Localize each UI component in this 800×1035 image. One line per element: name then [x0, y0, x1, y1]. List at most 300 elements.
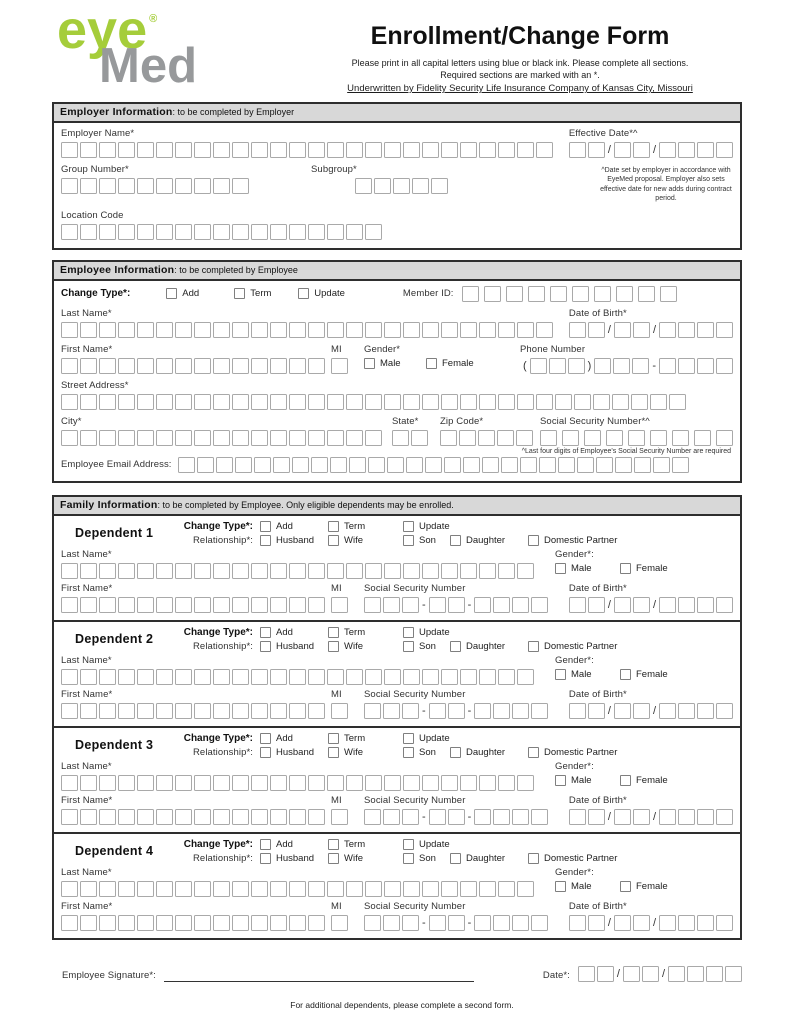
char-box[interactable]	[156, 358, 173, 374]
female-checkbox[interactable]	[620, 669, 631, 680]
char-box[interactable]	[668, 966, 685, 982]
char-box[interactable]	[270, 669, 287, 685]
term-checkbox[interactable]	[328, 627, 339, 638]
char-box[interactable]	[614, 809, 631, 825]
char-box[interactable]	[99, 563, 116, 579]
char-box[interactable]	[175, 703, 192, 719]
char-box[interactable]	[422, 394, 439, 410]
char-box[interactable]	[460, 775, 477, 791]
char-box[interactable]	[568, 358, 585, 374]
char-box[interactable]	[61, 358, 78, 374]
char-box[interactable]	[588, 915, 605, 931]
char-box[interactable]	[653, 457, 670, 473]
char-box[interactable]	[536, 394, 553, 410]
son-checkbox[interactable]	[403, 747, 414, 758]
char-box[interactable]	[365, 669, 382, 685]
female-checkbox[interactable]	[620, 563, 631, 574]
char-box[interactable]	[346, 142, 363, 158]
char-box[interactable]	[99, 597, 116, 613]
char-box[interactable]	[61, 915, 78, 931]
char-box[interactable]	[346, 669, 363, 685]
char-box[interactable]	[270, 881, 287, 897]
char-box[interactable]	[412, 178, 429, 194]
char-box[interactable]	[633, 142, 650, 158]
wife-checkbox[interactable]	[328, 641, 339, 652]
char-box[interactable]	[99, 703, 116, 719]
char-box[interactable]	[232, 775, 249, 791]
char-box[interactable]	[156, 915, 173, 931]
dep-relationship-wife-option[interactable]	[328, 535, 403, 546]
char-box[interactable]	[61, 178, 78, 194]
gender-male-option[interactable]	[364, 358, 426, 369]
char-box[interactable]	[194, 394, 211, 410]
char-box[interactable]	[517, 669, 534, 685]
update-checkbox[interactable]	[403, 521, 414, 532]
female-checkbox[interactable]	[620, 881, 631, 892]
char-box[interactable]	[118, 775, 135, 791]
char-box[interactable]	[308, 394, 325, 410]
char-box[interactable]	[80, 669, 97, 685]
char-box[interactable]	[403, 563, 420, 579]
char-box[interactable]	[327, 430, 344, 446]
char-box[interactable]	[194, 430, 211, 446]
char-box[interactable]	[623, 966, 640, 982]
char-box[interactable]	[678, 809, 695, 825]
char-box[interactable]	[251, 809, 268, 825]
char-box[interactable]	[137, 703, 154, 719]
char-box[interactable]	[364, 597, 381, 613]
update-checkbox[interactable]	[403, 839, 414, 850]
husband-checkbox[interactable]	[260, 747, 271, 758]
domestic-partner-checkbox[interactable]	[528, 641, 539, 652]
char-box[interactable]	[289, 322, 306, 338]
char-box[interactable]	[80, 563, 97, 579]
char-box[interactable]	[498, 563, 515, 579]
char-box[interactable]	[232, 669, 249, 685]
char-box[interactable]	[308, 809, 325, 825]
char-box[interactable]	[327, 881, 344, 897]
char-box[interactable]	[156, 597, 173, 613]
char-box[interactable]	[213, 178, 230, 194]
char-box[interactable]	[506, 286, 523, 302]
char-box[interactable]	[365, 563, 382, 579]
dep-relationship-daughter-option[interactable]	[450, 747, 528, 758]
char-box[interactable]	[403, 394, 420, 410]
dep-gender-female-option[interactable]	[620, 669, 668, 680]
char-box[interactable]	[528, 286, 545, 302]
char-box[interactable]	[497, 430, 514, 446]
char-box[interactable]	[659, 915, 676, 931]
char-box[interactable]	[594, 286, 611, 302]
char-box[interactable]	[569, 915, 586, 931]
char-box[interactable]	[61, 563, 78, 579]
char-box[interactable]	[61, 597, 78, 613]
char-box[interactable]	[308, 881, 325, 897]
update-checkbox[interactable]	[403, 733, 414, 744]
char-box[interactable]	[493, 597, 510, 613]
char-box[interactable]	[156, 809, 173, 825]
char-box[interactable]	[251, 224, 268, 240]
char-box[interactable]	[308, 358, 325, 374]
domestic-partner-checkbox[interactable]	[528, 535, 539, 546]
char-box[interactable]	[444, 457, 461, 473]
char-box[interactable]	[594, 358, 611, 374]
char-box[interactable]	[175, 358, 192, 374]
char-box[interactable]	[633, 915, 650, 931]
char-box[interactable]	[194, 563, 211, 579]
char-box[interactable]	[403, 881, 420, 897]
char-box[interactable]	[251, 563, 268, 579]
char-box[interactable]	[61, 703, 78, 719]
char-box[interactable]	[327, 224, 344, 240]
dep-relationship-daughter-option[interactable]	[450, 853, 528, 864]
char-box[interactable]	[99, 142, 116, 158]
char-box[interactable]	[422, 322, 439, 338]
char-box[interactable]	[479, 394, 496, 410]
char-box[interactable]	[251, 358, 268, 374]
char-box[interactable]	[331, 809, 348, 825]
char-box[interactable]	[80, 178, 97, 194]
daughter-checkbox[interactable]	[450, 853, 461, 864]
char-box[interactable]	[273, 457, 290, 473]
char-box[interactable]	[80, 775, 97, 791]
signature-line[interactable]	[164, 969, 474, 982]
char-box[interactable]	[251, 915, 268, 931]
char-box[interactable]	[460, 563, 477, 579]
char-box[interactable]	[613, 358, 630, 374]
char-box[interactable]	[460, 669, 477, 685]
husband-checkbox[interactable]	[260, 853, 271, 864]
char-box[interactable]	[614, 915, 631, 931]
char-box[interactable]	[289, 430, 306, 446]
char-box[interactable]	[235, 457, 252, 473]
char-box[interactable]	[383, 597, 400, 613]
dep-gender-female-option[interactable]	[620, 775, 668, 786]
char-box[interactable]	[175, 915, 192, 931]
dep-change-update-option[interactable]	[403, 521, 450, 532]
char-box[interactable]	[194, 178, 211, 194]
char-box[interactable]	[251, 394, 268, 410]
char-box[interactable]	[80, 430, 97, 446]
daughter-checkbox[interactable]	[450, 747, 461, 758]
char-box[interactable]	[327, 394, 344, 410]
char-box[interactable]	[448, 703, 465, 719]
char-box[interactable]	[80, 394, 97, 410]
char-box[interactable]	[479, 142, 496, 158]
char-box[interactable]	[659, 809, 676, 825]
char-box[interactable]	[448, 597, 465, 613]
char-box[interactable]	[706, 966, 723, 982]
char-box[interactable]	[213, 563, 230, 579]
dep-gender-female-option[interactable]	[620, 881, 668, 892]
char-box[interactable]	[384, 322, 401, 338]
char-box[interactable]	[270, 394, 287, 410]
char-box[interactable]	[463, 457, 480, 473]
char-box[interactable]	[156, 775, 173, 791]
char-box[interactable]	[270, 563, 287, 579]
char-box[interactable]	[672, 430, 689, 446]
char-box[interactable]	[137, 915, 154, 931]
char-box[interactable]	[697, 703, 714, 719]
char-box[interactable]	[61, 142, 78, 158]
char-box[interactable]	[479, 563, 496, 579]
char-box[interactable]	[137, 224, 154, 240]
char-box[interactable]	[365, 394, 382, 410]
char-box[interactable]	[517, 563, 534, 579]
male-checkbox[interactable]	[555, 775, 566, 786]
char-box[interactable]	[232, 597, 249, 613]
char-box[interactable]	[270, 224, 287, 240]
change-type-update-option[interactable]	[298, 288, 345, 299]
add-checkbox[interactable]	[166, 288, 177, 299]
char-box[interactable]	[118, 881, 135, 897]
char-box[interactable]	[383, 809, 400, 825]
char-box[interactable]	[448, 915, 465, 931]
char-box[interactable]	[251, 597, 268, 613]
dep-change-add-option[interactable]	[260, 521, 328, 532]
char-box[interactable]	[251, 142, 268, 158]
char-box[interactable]	[289, 669, 306, 685]
char-box[interactable]	[232, 430, 249, 446]
add-checkbox[interactable]	[260, 521, 271, 532]
char-box[interactable]	[99, 915, 116, 931]
char-box[interactable]	[308, 915, 325, 931]
char-box[interactable]	[137, 142, 154, 158]
char-box[interactable]	[175, 881, 192, 897]
male-checkbox[interactable]	[555, 563, 566, 574]
char-box[interactable]	[118, 224, 135, 240]
char-box[interactable]	[479, 881, 496, 897]
husband-checkbox[interactable]	[260, 535, 271, 546]
char-box[interactable]	[175, 178, 192, 194]
char-box[interactable]	[555, 394, 572, 410]
char-box[interactable]	[175, 563, 192, 579]
char-box[interactable]	[614, 703, 631, 719]
char-box[interactable]	[597, 966, 614, 982]
char-box[interactable]	[474, 809, 491, 825]
char-box[interactable]	[308, 430, 325, 446]
dep-relationship-son-option[interactable]	[403, 535, 450, 546]
char-box[interactable]	[251, 430, 268, 446]
son-checkbox[interactable]	[403, 853, 414, 864]
change-type-term-option[interactable]	[234, 288, 298, 299]
char-box[interactable]	[365, 430, 382, 446]
char-box[interactable]	[694, 430, 711, 446]
char-box[interactable]	[632, 358, 649, 374]
char-box[interactable]	[80, 322, 97, 338]
char-box[interactable]	[61, 881, 78, 897]
char-box[interactable]	[384, 142, 401, 158]
char-box[interactable]	[425, 457, 442, 473]
char-box[interactable]	[536, 142, 553, 158]
char-box[interactable]	[327, 142, 344, 158]
char-box[interactable]	[61, 394, 78, 410]
char-box[interactable]	[118, 809, 135, 825]
char-box[interactable]	[137, 178, 154, 194]
male-checkbox[interactable]	[364, 358, 375, 369]
char-box[interactable]	[549, 358, 566, 374]
char-box[interactable]	[289, 563, 306, 579]
char-box[interactable]	[588, 597, 605, 613]
char-box[interactable]	[572, 286, 589, 302]
change-type-add-option[interactable]	[166, 288, 234, 299]
char-box[interactable]	[402, 703, 419, 719]
char-box[interactable]	[311, 457, 328, 473]
char-box[interactable]	[678, 358, 695, 374]
char-box[interactable]	[118, 178, 135, 194]
char-box[interactable]	[650, 430, 667, 446]
char-box[interactable]	[232, 142, 249, 158]
dep-relationship-husband-option[interactable]	[260, 641, 328, 652]
char-box[interactable]	[289, 597, 306, 613]
wife-checkbox[interactable]	[328, 747, 339, 758]
char-box[interactable]	[517, 142, 534, 158]
char-box[interactable]	[156, 142, 173, 158]
char-box[interactable]	[365, 322, 382, 338]
char-box[interactable]	[482, 457, 499, 473]
char-box[interactable]	[569, 809, 586, 825]
char-box[interactable]	[441, 394, 458, 410]
char-box[interactable]	[697, 809, 714, 825]
char-box[interactable]	[99, 669, 116, 685]
char-box[interactable]	[331, 915, 348, 931]
char-box[interactable]	[80, 703, 97, 719]
char-box[interactable]	[251, 775, 268, 791]
char-box[interactable]	[498, 142, 515, 158]
char-box[interactable]	[232, 224, 249, 240]
char-box[interactable]	[80, 142, 97, 158]
char-box[interactable]	[194, 775, 211, 791]
dep-change-add-option[interactable]	[260, 839, 328, 850]
char-box[interactable]	[99, 775, 116, 791]
char-box[interactable]	[213, 703, 230, 719]
char-box[interactable]	[633, 703, 650, 719]
char-box[interactable]	[289, 224, 306, 240]
char-box[interactable]	[213, 394, 230, 410]
char-box[interactable]	[479, 322, 496, 338]
char-box[interactable]	[197, 457, 214, 473]
char-box[interactable]	[474, 915, 491, 931]
char-box[interactable]	[479, 669, 496, 685]
char-box[interactable]	[80, 224, 97, 240]
female-checkbox[interactable]	[620, 775, 631, 786]
char-box[interactable]	[118, 597, 135, 613]
char-box[interactable]	[194, 322, 211, 338]
char-box[interactable]	[441, 563, 458, 579]
char-box[interactable]	[61, 809, 78, 825]
char-box[interactable]	[346, 394, 363, 410]
char-box[interactable]	[156, 224, 173, 240]
char-box[interactable]	[596, 457, 613, 473]
char-box[interactable]	[484, 286, 501, 302]
char-box[interactable]	[498, 669, 515, 685]
char-box[interactable]	[213, 358, 230, 374]
char-box[interactable]	[365, 142, 382, 158]
char-box[interactable]	[118, 142, 135, 158]
char-box[interactable]	[194, 703, 211, 719]
char-box[interactable]	[364, 703, 381, 719]
char-box[interactable]	[270, 322, 287, 338]
dep-relationship-domestic-partner-option[interactable]	[528, 535, 617, 546]
char-box[interactable]	[270, 597, 287, 613]
update-checkbox[interactable]	[403, 627, 414, 638]
char-box[interactable]	[402, 915, 419, 931]
add-checkbox[interactable]	[260, 627, 271, 638]
daughter-checkbox[interactable]	[450, 641, 461, 652]
char-box[interactable]	[631, 394, 648, 410]
char-box[interactable]	[440, 430, 457, 446]
term-checkbox[interactable]	[328, 733, 339, 744]
char-box[interactable]	[460, 142, 477, 158]
char-box[interactable]	[384, 669, 401, 685]
char-box[interactable]	[175, 669, 192, 685]
char-box[interactable]	[512, 809, 529, 825]
char-box[interactable]	[99, 358, 116, 374]
char-box[interactable]	[308, 142, 325, 158]
char-box[interactable]	[331, 358, 348, 374]
char-box[interactable]	[99, 394, 116, 410]
char-box[interactable]	[422, 142, 439, 158]
char-box[interactable]	[289, 142, 306, 158]
char-box[interactable]	[429, 809, 446, 825]
char-box[interactable]	[593, 394, 610, 410]
char-box[interactable]	[678, 322, 695, 338]
char-box[interactable]	[213, 809, 230, 825]
char-box[interactable]	[365, 224, 382, 240]
daughter-checkbox[interactable]	[450, 535, 461, 546]
char-box[interactable]	[517, 322, 534, 338]
char-box[interactable]	[156, 178, 173, 194]
char-box[interactable]	[574, 394, 591, 410]
char-box[interactable]	[403, 142, 420, 158]
char-box[interactable]	[422, 563, 439, 579]
char-box[interactable]	[517, 394, 534, 410]
char-box[interactable]	[578, 966, 595, 982]
char-box[interactable]	[512, 703, 529, 719]
char-box[interactable]	[327, 669, 344, 685]
char-box[interactable]	[355, 178, 372, 194]
dep-change-add-option[interactable]	[260, 627, 328, 638]
char-box[interactable]	[517, 775, 534, 791]
char-box[interactable]	[270, 142, 287, 158]
char-box[interactable]	[615, 457, 632, 473]
char-box[interactable]	[512, 915, 529, 931]
char-box[interactable]	[251, 703, 268, 719]
char-box[interactable]	[330, 457, 347, 473]
char-box[interactable]	[270, 430, 287, 446]
char-box[interactable]	[346, 563, 363, 579]
char-box[interactable]	[530, 358, 547, 374]
char-box[interactable]	[270, 915, 287, 931]
char-box[interactable]	[650, 394, 667, 410]
char-box[interactable]	[498, 322, 515, 338]
char-box[interactable]	[213, 142, 230, 158]
char-box[interactable]	[478, 430, 495, 446]
char-box[interactable]	[716, 809, 733, 825]
char-box[interactable]	[493, 809, 510, 825]
female-checkbox[interactable]	[426, 358, 437, 369]
char-box[interactable]	[588, 809, 605, 825]
char-box[interactable]	[61, 669, 78, 685]
char-box[interactable]	[659, 322, 676, 338]
char-box[interactable]	[156, 430, 173, 446]
char-box[interactable]	[118, 703, 135, 719]
char-box[interactable]	[516, 430, 533, 446]
char-box[interactable]	[441, 142, 458, 158]
char-box[interactable]	[232, 178, 249, 194]
char-box[interactable]	[118, 430, 135, 446]
char-box[interactable]	[194, 597, 211, 613]
